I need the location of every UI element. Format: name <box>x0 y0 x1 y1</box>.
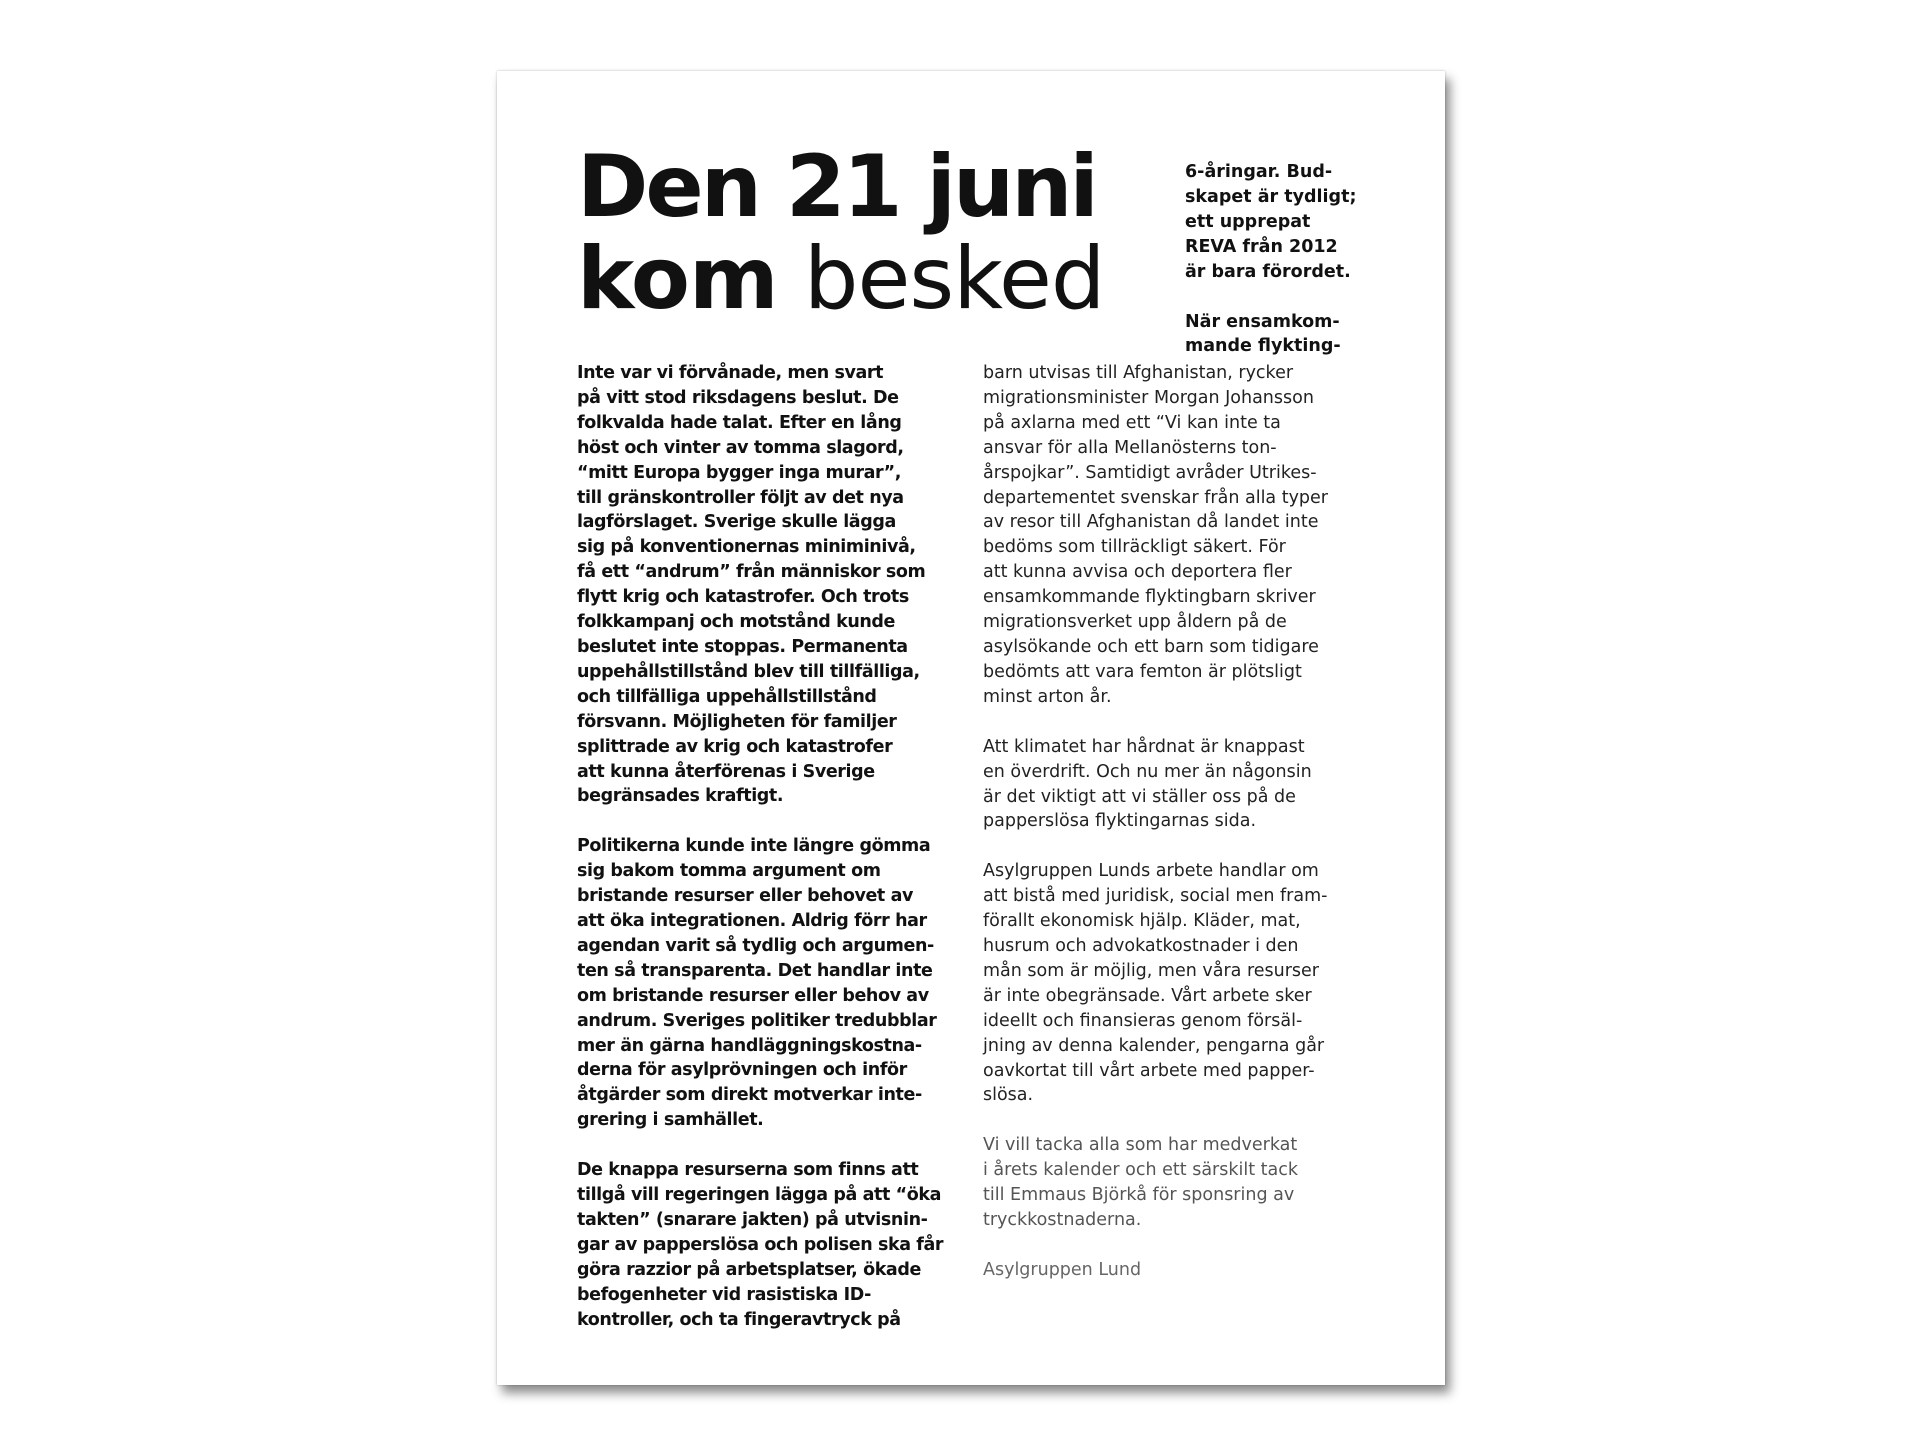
title-line-1: Den 21 juni <box>577 137 1096 237</box>
right-column-top <box>1185 160 1385 384</box>
right-paragraph-3: Asylgruppen Lunds arbete handlar om att bistå med juridisk, social men fram- förallt ekonomisk hjälp. Kläder, mat, husrum och advokatkostnader i den mån som är möjlig, men våra resurser är inte obegränsade. Vårt arbete sker ideellt och finansieras genom försäl- jning av denna kalender, pengarna går oavkortat till vårt arbete med papper- slösa. <box>983 861 1328 1106</box>
left-paragraph-1: Inte var vi förvånade, men svart på vitt stod riksdagens beslut. De folkvalda hade talat. Efter en lång höst och vinter av tomma slagord, “mitt Europa bygger inga murar”, till gränskontroller följt av det nya lagförslaget. Sverige skulle lägga sig på konventionernas miniminivå, få ett “andrum” från människor som flytt krig och katastrofer. Och trots folkkampanj och motstånd kunde beslutet inte stoppas. Permanenta uppehållstillstånd blev till tillfälliga, och tillfälliga uppehållstillstånd försvann. Möjligheten för familjer splittrade av krig och katastrofer att kunna återförenas i Sverige begränsades kraftigt. <box>577 363 926 807</box>
left-paragraph-3: De knappa resurserna som finns att tillgå vill regeringen lägga på att “öka takten” (snarare jakten) på utvisnin- gar av papperslösa och polisen ska får göra razzior på arbetsplatser, ökade befogenheter vid rasistiska ID- kontroller, och ta fingeravtryck på <box>577 1160 944 1330</box>
title-line-2-light: besked <box>777 229 1105 329</box>
right-top-paragraph-2: När ensamkom- mande flykting- <box>1185 311 1341 357</box>
thanks-paragraph: Vi vill tacka alla som har medverkat i årets kalender och ett särskilt tack till Emmaus Björkå för sponsring av tryckkostnaderna. <box>983 1135 1298 1231</box>
title-line-2-bold: kom <box>577 229 778 329</box>
right-paragraph-2: Att klimatet har hårdnat är knappast en överdrift. Och nu mer än någonsin är det viktigt att vi ställer oss på de papperslösa flyktingarnas sida. <box>983 736 1312 832</box>
left-paragraph-2: Politikerna kunde inte längre gömma sig bakom tomma argument om bristande resurser eller behovet av att öka integrationen. Aldrig förr har agendan varit så tydlig och argumen- ten så transparenta. Det handlar inte om bristande resurser eller behov av andrum. Sveriges politiker tredubblar mer än gärna handläggningskostna- derna för asylprövningen och inför åtgärder som direkt motverkar inte- grering i samhället. <box>577 836 937 1131</box>
right-column <box>983 361 1383 1308</box>
left-column <box>577 361 962 1358</box>
title-line-2 <box>577 229 1105 329</box>
signature: Asylgruppen Lund <box>983 1260 1142 1280</box>
right-top-paragraph-1: 6-åringar. Bud- skapet är tydligt; ett upprepat REVA från 2012 är bara förordet. <box>1185 162 1357 282</box>
article-title <box>577 137 1105 329</box>
document-page <box>497 71 1445 1385</box>
right-paragraph-1: barn utvisas till Afghanistan, rycker migrationsminister Morgan Johansson på axlarna med ett “Vi kan inte ta ansvar för alla Mellanösterns ton- årspojkar”. Samtidigt avråder Utrikes- departementet svenskar från alla typer av resor till Afghanistan då landet inte bedöms som tillräckligt säkert. För att kunna avvisa och deportera fler ensamkommande flyktingbarn skriver migrationsverket upp åldern på de asylsökande och ett barn som tidigare bedömts att vara femton är plötsligt minst arton år. <box>983 363 1329 707</box>
